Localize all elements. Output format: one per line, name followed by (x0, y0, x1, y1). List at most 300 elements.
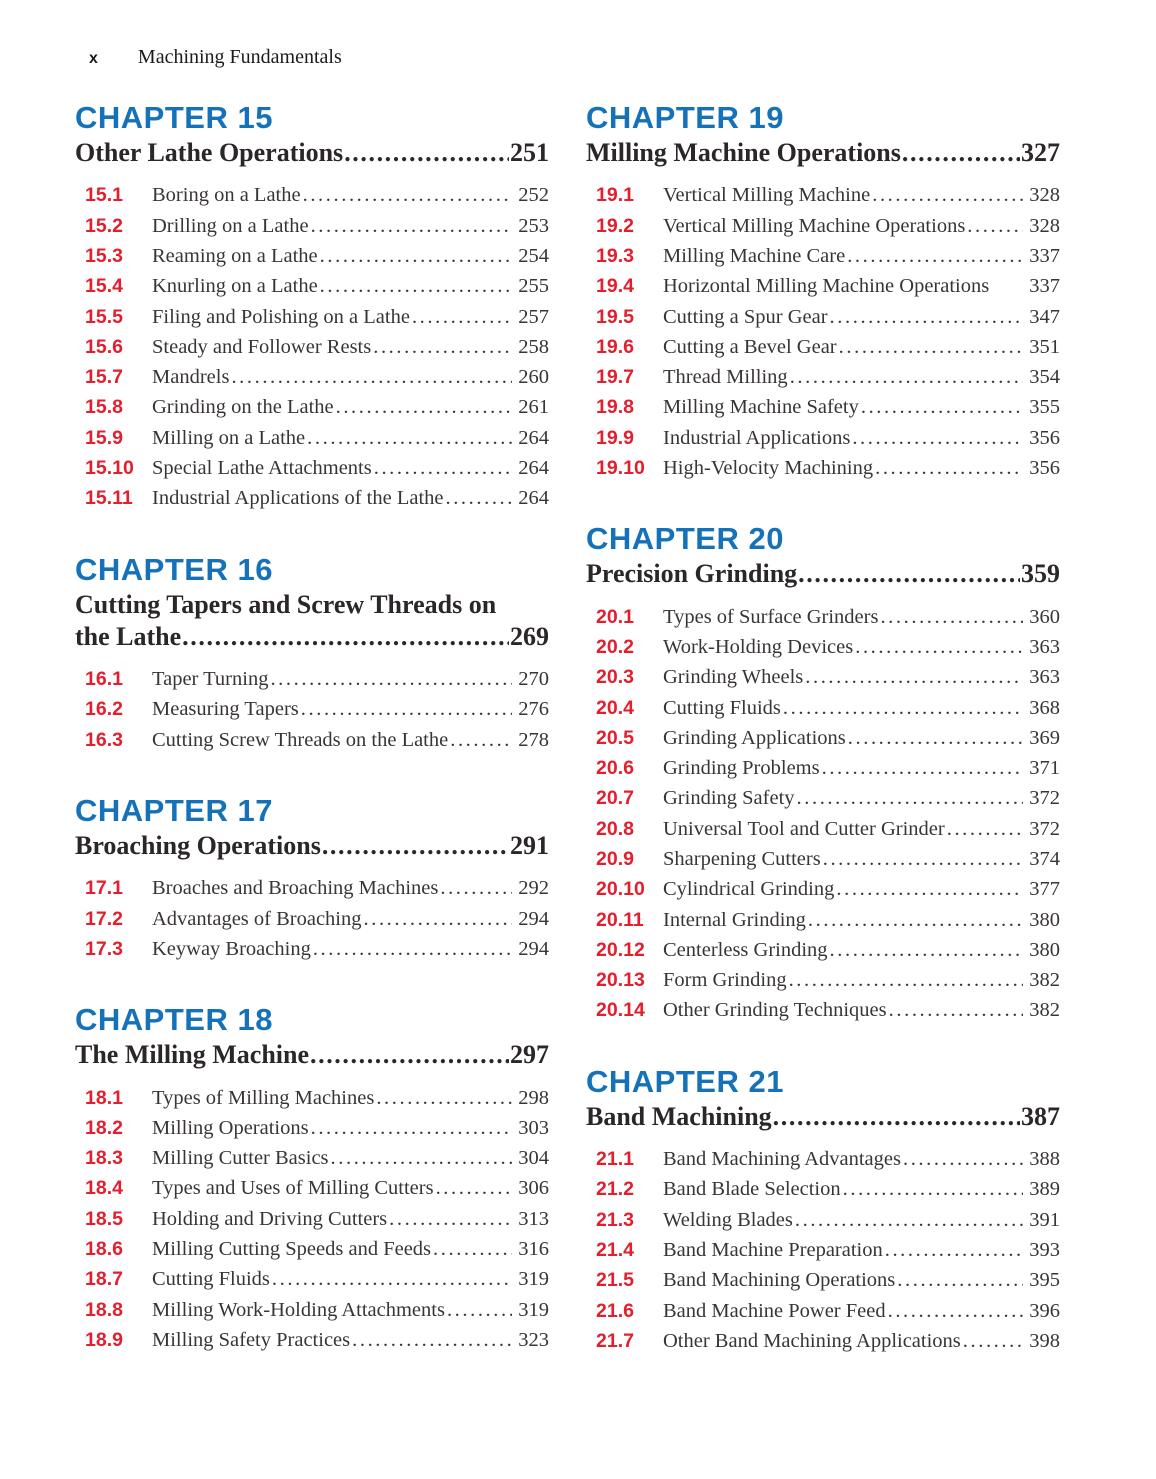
dot-leader (795, 1205, 1023, 1235)
section-title: Grinding on the Lathe (152, 396, 334, 419)
section-title: Mandrels (152, 366, 230, 389)
dot-leader (311, 1113, 513, 1143)
chapter-title (586, 1101, 1060, 1133)
section-title: Other Band Machining Applications (663, 1329, 961, 1352)
section-page-number: 264 (518, 426, 549, 449)
section-number: 20.1 (596, 605, 634, 628)
dot-leader (902, 137, 1020, 169)
dot-leader (875, 453, 1023, 483)
dot-leader (436, 1173, 513, 1203)
section-title: Reaming on a Lathe (152, 244, 318, 267)
section-title: Industrial Applications of the Lathe (152, 487, 444, 510)
dot-leader (889, 995, 1024, 1025)
section-page-number: 347 (1029, 305, 1060, 328)
dot-leader (364, 904, 513, 934)
section-page-number: 360 (1029, 605, 1060, 628)
toc-entry (75, 1264, 549, 1294)
dot-leader (903, 1144, 1023, 1174)
chapter-block (75, 1003, 549, 1355)
chapter-title-text: Precision Grinding (586, 559, 798, 589)
toc-entry (586, 1296, 1060, 1326)
section-number: 20.7 (596, 787, 634, 810)
section-number: 18.1 (85, 1086, 123, 1109)
section-title: Thread Milling (663, 366, 788, 389)
section-page-number: 363 (1029, 635, 1060, 658)
section-title: Grinding Wheels (663, 666, 804, 689)
chapter-block (586, 1065, 1060, 1356)
dot-leader (848, 723, 1023, 753)
chapter-title (586, 558, 1060, 590)
toc-entry (75, 1083, 549, 1113)
dot-leader (307, 423, 512, 453)
dot-leader (843, 1174, 1024, 1204)
section-page-number: 388 (1029, 1148, 1060, 1171)
dot-leader (847, 241, 1023, 271)
section-page-number: 354 (1029, 366, 1060, 389)
section-page-number: 261 (518, 396, 549, 419)
toc-entry (586, 392, 1060, 422)
section-number: 20.2 (596, 635, 634, 658)
toc-entry (586, 632, 1060, 662)
toc-entry (586, 693, 1060, 723)
toc-entry (75, 1204, 549, 1234)
section-page-number: 363 (1029, 666, 1060, 689)
dot-leader (789, 965, 1024, 995)
dot-leader (301, 694, 512, 724)
dot-leader (336, 392, 513, 422)
chapter-block (75, 794, 549, 964)
toc-entry (75, 302, 549, 332)
toc-entry (75, 1113, 549, 1143)
dot-leader (320, 241, 513, 271)
section-page-number: 337 (1029, 244, 1060, 267)
dot-leader (376, 1083, 512, 1113)
toc-entry (75, 904, 549, 934)
section-list (75, 1083, 549, 1356)
dot-leader (963, 1326, 1023, 1356)
toc-entry (586, 602, 1060, 632)
section-number: 15.11 (85, 487, 133, 510)
section-title: Cutting Fluids (663, 696, 781, 719)
section-title: Knurling on a Lathe (152, 275, 318, 298)
toc-entry (586, 1205, 1060, 1235)
section-title: Grinding Safety (663, 787, 795, 810)
toc-entry (75, 180, 549, 210)
chapter-heading: CHAPTER 16 (75, 551, 273, 587)
toc-entry (586, 995, 1060, 1025)
dot-leader (836, 874, 1023, 904)
section-list (586, 180, 1060, 483)
section-page-number: 323 (518, 1328, 549, 1351)
running-head (75, 46, 1060, 69)
dot-leader (272, 1264, 512, 1294)
section-page-number: 278 (518, 728, 549, 751)
section-number: 21.3 (596, 1208, 634, 1231)
toc-entry (586, 332, 1060, 362)
section-number: 19.8 (596, 396, 634, 419)
dot-leader (880, 602, 1023, 632)
section-page-number: 380 (1029, 908, 1060, 931)
chapter-title-line (586, 1101, 1060, 1133)
section-title: Sharpening Cutters (663, 848, 821, 870)
dot-leader (839, 332, 1024, 362)
section-title: Taper Turning (152, 668, 269, 691)
toc-entry (586, 302, 1060, 332)
section-page-number: 374 (1029, 848, 1060, 870)
section-page-number: 313 (518, 1207, 549, 1230)
chapter-title (75, 589, 549, 653)
dot-leader (440, 873, 512, 903)
section-page-number: 264 (518, 457, 549, 479)
section-title: Milling Machine Care (663, 244, 846, 267)
chapter-page-number: 251 (510, 138, 549, 168)
toc-entry (586, 1174, 1060, 1204)
section-number: 16.2 (85, 698, 123, 721)
section-number: 19.5 (596, 305, 634, 328)
dot-leader (783, 693, 1023, 723)
dot-leader (331, 1143, 513, 1173)
section-page-number: 328 (1029, 214, 1060, 237)
chapter-block (75, 101, 549, 514)
section-title: Form Grinding (663, 969, 787, 992)
dot-leader (830, 302, 1024, 332)
section-number: 21.4 (596, 1239, 634, 1261)
toc-entry (586, 814, 1060, 844)
chapter-page-number: 291 (510, 831, 549, 861)
section-number: 18.5 (85, 1207, 123, 1230)
section-title: Measuring Tapers (152, 698, 299, 721)
dot-leader (231, 362, 512, 392)
dot-leader (447, 1295, 512, 1325)
section-number: 18.6 (85, 1238, 123, 1261)
section-list (75, 664, 549, 755)
section-page-number: 371 (1029, 757, 1060, 780)
section-page-number: 328 (1029, 184, 1060, 207)
section-number: 20.11 (596, 908, 644, 931)
toc-entry (75, 1143, 549, 1173)
toc-entry (586, 211, 1060, 241)
section-page-number: 377 (1029, 878, 1060, 901)
section-list (75, 873, 549, 964)
dot-leader (303, 180, 513, 210)
section-number: 17.1 (85, 877, 123, 900)
toc-entry (586, 1326, 1060, 1356)
toc-entry (75, 694, 549, 724)
toc-entry (586, 874, 1060, 904)
dot-leader (872, 180, 1023, 210)
section-title: Special Lathe Attachments (152, 457, 372, 479)
section-page-number: 337 (1029, 275, 1060, 298)
chapter-title-text: the Lathe (75, 621, 182, 651)
section-number: 20.3 (596, 666, 634, 689)
section-title: Milling Machine Safety (663, 396, 859, 419)
chapter-title-text: Band Machining (586, 1101, 772, 1131)
toc-entry (75, 934, 549, 964)
section-page-number: 270 (518, 668, 549, 691)
section-number: 19.3 (596, 244, 634, 267)
dot-leader (773, 1101, 1020, 1133)
section-title: Universal Tool and Cutter Grinder (663, 817, 945, 840)
toc-entry (586, 935, 1060, 965)
dot-leader (412, 302, 512, 332)
dot-leader (852, 423, 1023, 453)
dot-leader (433, 1234, 512, 1264)
section-title: Band Machine Power Feed (663, 1299, 886, 1322)
dot-leader (861, 392, 1023, 422)
section-title: Cutting Screw Threads on the Lathe (152, 728, 449, 751)
section-list (586, 602, 1060, 1026)
section-page-number: 253 (518, 214, 549, 237)
section-number: 20.6 (596, 757, 634, 780)
chapter-title-line (75, 1039, 549, 1071)
section-title: Vertical Milling Machine Operations (663, 214, 966, 237)
section-title: Band Blade Selection (663, 1178, 841, 1201)
toc-entry (586, 723, 1060, 753)
section-number: 21.1 (596, 1148, 634, 1171)
section-title: Vertical Milling Machine (663, 184, 871, 207)
section-number: 21.5 (596, 1269, 634, 1292)
chapter-title (586, 137, 1060, 169)
chapter-title (75, 1039, 549, 1071)
section-page-number: 294 (518, 907, 549, 930)
dot-leader (897, 1265, 1023, 1295)
section-number: 19.7 (596, 366, 634, 389)
toc-entry (586, 905, 1060, 935)
chapter-title-text: Cutting Tapers and Screw Threads on (75, 589, 497, 619)
dot-leader (322, 830, 509, 862)
section-number: 20.13 (596, 969, 645, 992)
toc-entry (586, 783, 1060, 813)
section-number: 15.2 (85, 214, 123, 237)
toc-column (586, 101, 1060, 1356)
chapter-title-line (75, 137, 549, 169)
toc-entry (75, 271, 549, 301)
section-page-number: 380 (1029, 938, 1060, 961)
section-page-number: 257 (518, 305, 549, 328)
section-number: 15.6 (85, 335, 123, 358)
chapter-heading: CHAPTER 18 (75, 1002, 273, 1038)
toc-column (75, 101, 549, 1356)
section-number: 15.8 (85, 396, 123, 419)
section-number: 20.12 (596, 938, 645, 961)
section-title: Holding and Driving Cutters (152, 1207, 388, 1230)
dot-leader (805, 662, 1023, 692)
toc-entry (75, 483, 549, 513)
section-title: Types and Uses of Milling Cutters (152, 1177, 434, 1200)
section-page-number: 393 (1029, 1239, 1060, 1261)
section-title: Keyway Broaching (152, 937, 311, 960)
toc-entry (586, 180, 1060, 210)
section-title: Grinding Applications (663, 726, 846, 749)
toc-entry (586, 271, 1060, 301)
section-page-number: 389 (1029, 1178, 1060, 1201)
section-page-number: 396 (1029, 1299, 1060, 1322)
section-number: 21.2 (596, 1178, 634, 1201)
toc-entry (75, 392, 549, 422)
section-page-number: 368 (1029, 696, 1060, 719)
toc-entry (75, 1173, 549, 1203)
dot-leader (445, 483, 512, 513)
toc-entry (586, 844, 1060, 874)
toc-entry (75, 211, 549, 241)
section-title: Band Machine Preparation (663, 1239, 883, 1261)
chapter-heading: CHAPTER 19 (586, 100, 784, 135)
toc-entry (586, 423, 1060, 453)
section-title: Drilling on a Lathe (152, 214, 309, 237)
toc-entry (586, 662, 1060, 692)
toc-entry (75, 423, 549, 453)
section-page-number: 294 (518, 937, 549, 960)
section-page-number: 319 (518, 1268, 549, 1291)
chapter-title-line (586, 558, 1060, 590)
chapter-page-number: 387 (1021, 1101, 1060, 1131)
page-number: x (89, 50, 98, 67)
chapter-title-text: Milling Machine Operations (586, 138, 901, 168)
section-title: Work-Holding Devices (663, 635, 854, 658)
section-title: Grinding Problems (663, 757, 820, 780)
section-page-number: 260 (518, 366, 549, 389)
section-page-number: 292 (518, 877, 549, 900)
dot-leader (311, 211, 513, 241)
dot-leader (313, 934, 512, 964)
dot-leader (797, 783, 1024, 813)
dot-leader (830, 935, 1024, 965)
section-page-number: 254 (518, 244, 549, 267)
section-number: 21.6 (596, 1299, 634, 1322)
section-title: Cutting Fluids (152, 1268, 270, 1291)
dot-leader (808, 905, 1023, 935)
section-number: 20.5 (596, 726, 634, 749)
section-page-number: 276 (518, 698, 549, 721)
section-title: Band Machining Operations (663, 1269, 896, 1292)
section-number: 19.9 (596, 426, 634, 449)
dot-leader (352, 1325, 512, 1355)
section-page-number: 255 (518, 275, 549, 298)
chapter-block (586, 101, 1060, 483)
section-number: 20.8 (596, 817, 634, 840)
dot-leader (320, 271, 513, 301)
chapter-title (75, 137, 549, 169)
section-number: 21.7 (596, 1329, 634, 1352)
section-page-number: 351 (1029, 335, 1060, 358)
dot-leader (967, 211, 1023, 241)
section-number: 20.14 (596, 999, 645, 1022)
dot-leader (310, 1039, 509, 1071)
section-title: Milling on a Lathe (152, 426, 306, 449)
toc-entry (586, 241, 1060, 271)
chapter-title-line (75, 589, 549, 621)
dot-leader (344, 137, 509, 169)
dot-leader (823, 844, 1024, 874)
toc-entry (75, 1325, 549, 1355)
section-number: 17.3 (85, 937, 123, 960)
section-page-number: 258 (518, 335, 549, 358)
chapter-page-number: 327 (1021, 138, 1060, 168)
section-title: Horizontal Milling Machine Operations (663, 275, 990, 298)
dot-leader (374, 453, 513, 483)
chapter-title-line (586, 137, 1060, 169)
section-number: 16.1 (85, 668, 123, 691)
dot-leader (855, 632, 1023, 662)
section-page-number: 372 (1029, 817, 1060, 840)
section-page-number: 372 (1029, 787, 1060, 810)
section-page-number: 306 (518, 1177, 549, 1200)
section-number: 19.10 (596, 457, 645, 479)
section-number: 19.6 (596, 335, 634, 358)
dot-leader (947, 814, 1024, 844)
toc-columns (75, 101, 1060, 1356)
section-number: 15.7 (85, 366, 123, 389)
toc-entry (75, 664, 549, 694)
chapter-title-text: Other Lathe Operations (75, 138, 344, 168)
section-title: Cutting a Spur Gear (663, 305, 828, 328)
section-number: 15.3 (85, 244, 123, 267)
section-page-number: 382 (1029, 999, 1060, 1022)
section-number: 18.4 (85, 1177, 123, 1200)
chapter-page-number: 269 (510, 621, 549, 651)
toc-entry (75, 453, 549, 483)
dot-leader (790, 362, 1024, 392)
toc-entry (586, 1144, 1060, 1174)
dot-leader (373, 332, 512, 362)
section-page-number: 298 (518, 1086, 549, 1109)
chapter-title-text: The Milling Machine (75, 1040, 309, 1070)
dot-leader (888, 1296, 1024, 1326)
chapter-title-line (75, 830, 549, 862)
toc-entry (586, 965, 1060, 995)
toc-entry (586, 753, 1060, 783)
chapter-block (586, 522, 1060, 1025)
toc-entry (586, 362, 1060, 392)
section-number: 18.8 (85, 1298, 123, 1321)
section-title: Cylindrical Grinding (663, 878, 835, 901)
section-page-number: 264 (518, 487, 549, 510)
section-title: Types of Milling Machines (152, 1086, 375, 1109)
section-title: Steady and Follower Rests (152, 335, 372, 358)
dot-leader (798, 558, 1020, 590)
section-title: Milling Work-Holding Attachments (152, 1298, 445, 1321)
section-number: 18.7 (85, 1268, 123, 1291)
toc-entry (75, 332, 549, 362)
section-number: 15.9 (85, 426, 123, 449)
section-list (75, 180, 549, 513)
section-number: 16.3 (85, 728, 123, 751)
section-page-number: 356 (1029, 457, 1060, 479)
section-number: 18.2 (85, 1116, 123, 1139)
section-title: High-Velocity Machining (663, 457, 874, 479)
section-number: 18.9 (85, 1328, 123, 1351)
chapter-title (75, 830, 549, 862)
chapter-page-number: 359 (1021, 559, 1060, 589)
chapter-title-text: Broaching Operations (75, 831, 321, 861)
section-title: Centerless Grinding (663, 938, 828, 961)
chapter-heading: CHAPTER 21 (586, 1063, 784, 1099)
section-list (586, 1144, 1060, 1356)
section-title: Industrial Applications (663, 426, 851, 449)
section-title: Milling Cutter Basics (152, 1147, 329, 1170)
dot-leader (270, 664, 512, 694)
section-page-number: 391 (1029, 1208, 1060, 1231)
chapter-heading: CHAPTER 17 (75, 793, 273, 829)
dot-leader (885, 1235, 1024, 1265)
section-page-number: 304 (518, 1147, 549, 1170)
section-title: Band Machining Advantages (663, 1148, 901, 1171)
section-number: 15.5 (85, 305, 123, 328)
toc-entry (75, 1234, 549, 1264)
section-title: Types of Surface Grinders (663, 605, 879, 628)
section-number: 18.3 (85, 1147, 123, 1170)
section-number: 20.9 (596, 848, 634, 870)
